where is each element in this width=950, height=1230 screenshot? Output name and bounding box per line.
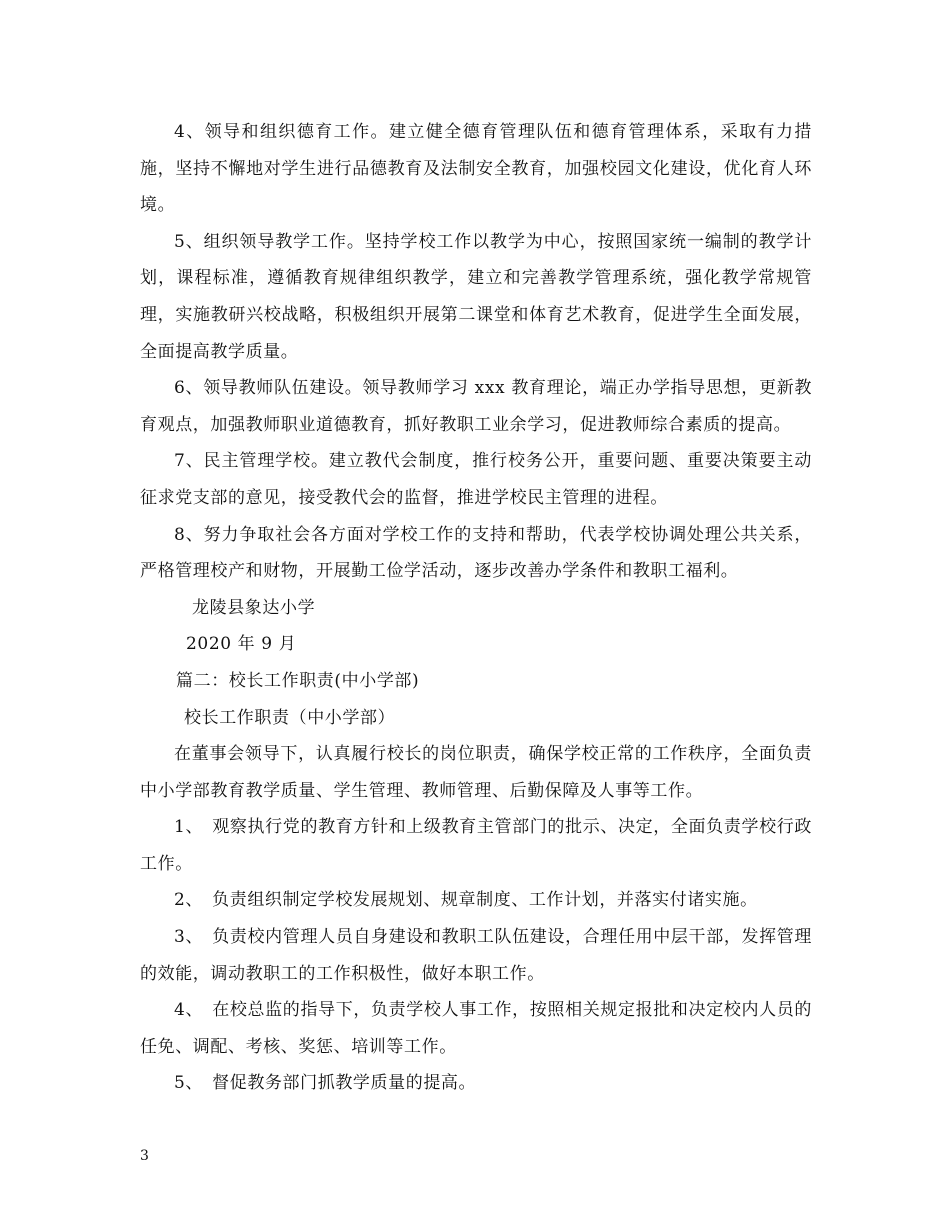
- duty-item-5: 5、组织领导教学工作。坚持学校工作以教学为中心，按照国家统一编制的教学计划，课程标准，遵循教育规律组织教学，建立和完善教学管理系统，强化教学常规管理，实施教研兴校战略，积极组织开展第二课堂和体育艺术教育，促进学生全面发展，全面提高教学质量。: [140, 231, 812, 362]
- school-signature: 龙陵县象达小学: [192, 597, 316, 618]
- principal-duty-4: 4、 在校总监的指导下，负责学校人事工作，按照相关规定报批和决定校内人员的任免、调配、考核、奖惩、培训等工作。: [140, 1000, 812, 1057]
- principal-duty-2: 2、 负责组织制定学校发展规划、规章制度、工作计划，并落实付诸实施。: [174, 890, 758, 911]
- principal-duty-3: 3、 负责校内管理人员自身建设和教职工队伍建设，合理任用中层干部，发挥管理的效能，调动教职工的工作积极性，做好本职工作。: [140, 927, 812, 984]
- sub-heading: 校长工作职责（中小学部）: [184, 707, 396, 728]
- duty-item-8: 8、努力争取社会各方面对学校工作的支持和帮助，代表学校协调处理公共关系，严格管理校产和财物，开展勤工俭学活动，逐步改善办学条件和教职工福利。: [140, 524, 812, 582]
- principal-duty-1: 1、 观察执行党的教育方针和上级教育主管部门的批示、决定，全面负责学校行政工作。: [140, 817, 812, 874]
- section-heading: 篇二：校长工作职责(中小学部): [176, 670, 420, 691]
- duty-item-4: 4、领导和组织德育工作。建立健全德育管理队伍和德育管理体系，采取有力措施，坚持不懈地对学生进行品德教育及法制安全教育，加强校园文化建设，优化育人环境。: [140, 122, 812, 216]
- principal-duty-5: 5、 督促教务部门抓教学质量的提高。: [174, 1073, 477, 1094]
- page-number: 3: [140, 1148, 149, 1164]
- duty-item-6: 6、领导教师队伍建设。领导教师学习 xxx 教育理论，端正办学指导思想，更新教育观点，加强教师职业道德教育，抓好教职工业余学习，促进教师综合素质的提高。: [140, 378, 812, 435]
- duty-item-7: 7、民主管理学校。建立教代会制度，推行校务公开，重要问题、重要决策要主动征求党支部的意见，接受教代会的监督，推进学校民主管理的进程。: [140, 451, 812, 508]
- document-date: 2020 年 9 月: [186, 634, 297, 655]
- intro-paragraph: 在董事会领导下，认真履行校长的岗位职责，确保学校正常的工作秩序，全面负责中小学部教育教学质量、学生管理、教师管理、后勤保障及人事等工作。: [140, 744, 812, 801]
- body-text: [140, 114, 812, 1102]
